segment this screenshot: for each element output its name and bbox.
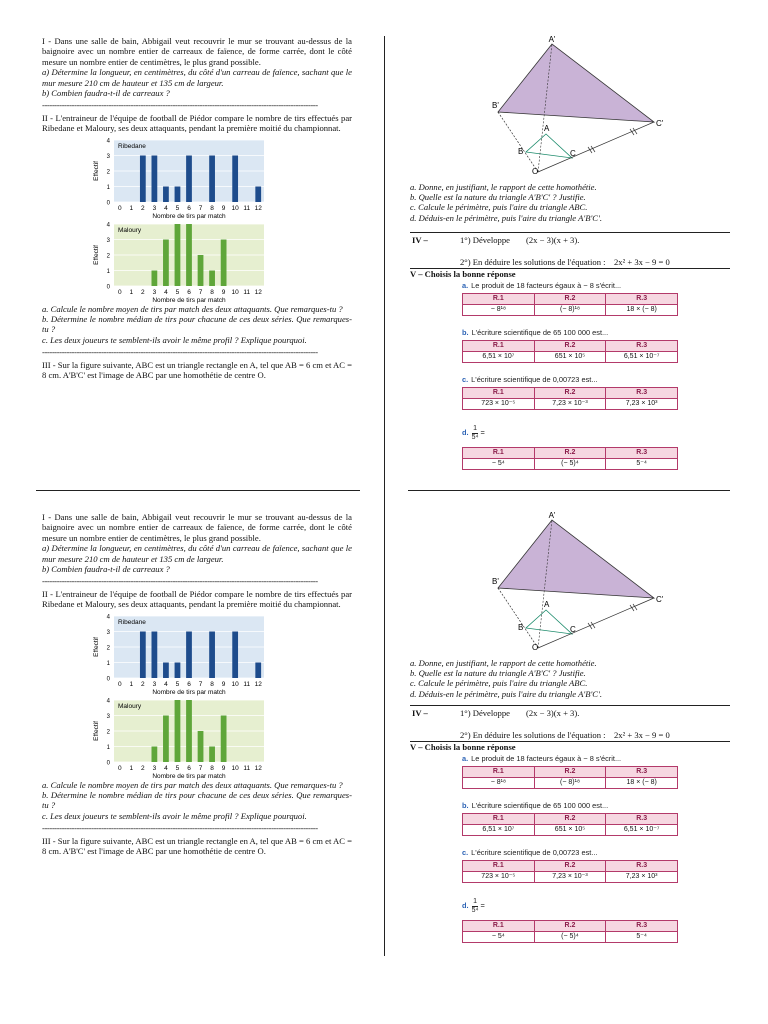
label-c1: C'	[656, 119, 664, 128]
fraction-numerator: 1	[473, 898, 477, 905]
y-tick-label: 3	[106, 713, 110, 720]
bar-6	[186, 700, 192, 762]
x-tick-label: 10	[231, 288, 239, 296]
worksheet-copy-bottom	[0, 476, 768, 946]
label-a1: A'	[548, 35, 556, 44]
mcq-letter: a.	[462, 754, 469, 763]
y-tick-label: 1	[106, 184, 110, 191]
ex2-question-a: a. Calcule le nombre moyen de tirs par match des deux attaquants. Que remarques-tu ?	[42, 303, 343, 314]
chart-title: Maloury	[118, 226, 142, 234]
y-tick-label: 0	[106, 284, 110, 291]
dashed-separator: ----------------------------------------------------------------------------------------------------------------	[42, 823, 318, 834]
header-cell: R.2	[534, 814, 606, 825]
answer-cell: 7,23 × 10³	[606, 872, 678, 883]
mcq-letter: d.	[462, 901, 469, 911]
mcq-a-question	[462, 754, 621, 764]
x-tick-label: 2	[141, 680, 145, 688]
header-cell: R.2	[534, 861, 606, 872]
bar-5	[175, 224, 181, 286]
answer-cell: 18 × (− 8)	[606, 778, 678, 789]
bar-2	[140, 631, 146, 678]
x-tick-label: 7	[198, 204, 203, 212]
ex4-q2: 2°) En déduire les solutions de l'équation :	[460, 257, 606, 267]
ex3-text: III - Sur la figure suivante, ABC est un triangle rectangle en A, tel que AB = 6 cm et AC = 8 cm. A'B'C' est l'image de ABC par une homothétie de centre O.	[42, 359, 352, 381]
answer-cell: 651 × 10⁵	[534, 352, 606, 363]
x-tick-label: 1	[129, 288, 134, 296]
x-tick-label: 0	[117, 288, 122, 296]
fraction-denominator: 5⁴	[471, 907, 479, 914]
line-ob	[498, 112, 538, 172]
label-b: B	[518, 623, 524, 632]
x-tick-label: 0	[117, 680, 122, 688]
x-tick-label: 2	[141, 204, 145, 212]
x-tick-label: 11	[243, 764, 251, 772]
question-b: b. Quelle est la nature du triangle A'B'C' ? Justifie.	[410, 192, 586, 203]
dashed-separator: ----------------------------------------------------------------------------------------------------------------	[42, 100, 318, 111]
bar-5	[175, 662, 181, 678]
mcq-text: $\frac{1}{\text{5⁴}}$ =	[471, 898, 485, 914]
mcq-a-question	[462, 281, 621, 291]
x-tick-label: 12	[254, 680, 262, 688]
mcq-b-table	[462, 813, 678, 836]
x-tick-label: 8	[210, 204, 214, 212]
y-tick-label: 3	[106, 629, 110, 636]
ex4-q1: 1°) Développe	[460, 708, 510, 718]
ribedane-chart	[92, 136, 272, 220]
bar-3	[152, 631, 158, 678]
x-tick-label: 5	[175, 680, 180, 688]
homothety-figure	[410, 34, 730, 182]
right-column	[410, 34, 730, 223]
x-tick-label: 3	[152, 764, 157, 772]
right-column	[410, 510, 730, 699]
x-tick-label: 10	[231, 204, 239, 212]
bar-12	[255, 662, 261, 678]
bar-4	[163, 239, 169, 286]
mcq-text: $\frac{1}{\text{5⁴}}$ =	[471, 425, 485, 441]
question-c: c. Calcule le périmètre, puis l'aire du triangle ABC.	[410, 202, 588, 213]
header-cell: R.2	[534, 341, 606, 352]
bar-6	[186, 155, 192, 202]
separator-line	[410, 705, 730, 706]
answer-cell: 5⁻⁴	[606, 932, 678, 943]
mcq-letter: c.	[462, 375, 469, 384]
x-tick-label: 8	[210, 288, 214, 296]
ex1-question-b: b) Combien faudra-t-il de carreaux ?	[42, 564, 170, 575]
bar-3	[152, 746, 158, 762]
ex1-question-a: a) Détermine la longueur, en centimètres, du côté d'un carreau de faïence, sachant que le mur mesure 210 cm de hauteur et 135 cm de largeur.	[42, 67, 352, 88]
bar-3	[152, 155, 158, 202]
x-axis-label: Nombre de tirs par match	[152, 212, 226, 220]
x-tick-label: 8	[210, 764, 214, 772]
mcq-b-table	[462, 340, 678, 363]
header-cell: R.3	[606, 388, 678, 399]
ex4-q2: 2°) En déduire les solutions de l'équation :	[460, 730, 606, 740]
x-tick-label: 3	[152, 680, 157, 688]
ex2-question-a: a. Calcule le nombre moyen de tirs par match des deux attaquants. Que remarques-tu ?	[42, 779, 343, 790]
x-axis-label: Nombre de tirs par match	[152, 296, 226, 304]
header-cell: R.2	[534, 294, 606, 305]
label-c: C	[570, 149, 576, 158]
ex4-expr2: 2x² + 3x − 9 = 0	[614, 257, 670, 267]
x-tick-label: 9	[221, 204, 226, 212]
bar-4	[163, 186, 169, 202]
y-tick-label: 2	[106, 169, 110, 176]
header-cell: R.2	[534, 921, 606, 932]
bar-4	[163, 662, 169, 678]
mcq-text: L'écriture scientifique de 65 100 000 est...	[471, 328, 609, 337]
y-tick-label: 1	[106, 744, 110, 751]
x-tick-label: 8	[210, 680, 214, 688]
fraction-numerator: 1	[473, 425, 477, 432]
answer-cell: (− 5)⁴	[534, 932, 606, 943]
answer-cell: 6,51 × 10⁻⁷	[606, 825, 678, 836]
bar-2	[140, 155, 146, 202]
y-axis-label: Effectif	[93, 244, 100, 265]
dashed-separator: ----------------------------------------------------------------------------------------------------------------	[42, 347, 318, 358]
bar-10	[232, 631, 238, 678]
x-tick-label: 12	[254, 764, 262, 772]
answer-cell: − 8¹⁸	[463, 305, 535, 316]
ex1-question-a: a) Détermine la longueur, en centimètres, du côté d'un carreau de faïence, sachant que le mur mesure 210 cm de hauteur et 135 cm de largeur.	[42, 543, 352, 564]
y-axis-label: Effectif	[93, 720, 100, 741]
answer-cell: 723 × 10⁻⁵	[463, 399, 535, 410]
mcq-text: L'écriture scientifique de 65 100 000 est...	[471, 801, 609, 810]
mcq-letter: b.	[462, 801, 469, 810]
answer-cell: (− 5)⁴	[534, 459, 606, 470]
y-tick-label: 4	[106, 138, 110, 145]
triangle-abc	[526, 610, 572, 634]
mcq-b-question	[462, 328, 608, 338]
triangle-abc	[526, 134, 572, 158]
y-axis-label: Effectif	[93, 160, 100, 181]
x-tick-label: 3	[152, 204, 157, 212]
x-tick-label: 4	[164, 288, 168, 296]
triangle-a1b1c1	[498, 44, 654, 122]
bar-12	[255, 186, 261, 202]
ex4-number: IV –	[412, 235, 428, 245]
chart-title: Ribedane	[118, 618, 146, 626]
answer-cell: 7,23 × 10³	[606, 399, 678, 410]
x-tick-label: 7	[198, 680, 203, 688]
ex4-block	[410, 235, 730, 269]
fraction	[472, 898, 479, 915]
ex2-question-c: c. Les deux joueurs te semblent-ils avoir le même profil ? Explique pourquoi.	[42, 334, 307, 345]
bar-3	[152, 270, 158, 286]
mcq-d-table	[462, 920, 678, 943]
ex4-q1: 1°) Développe	[460, 235, 510, 245]
answer-cell: 7,23 × 10⁻³	[534, 399, 606, 410]
x-tick-label: 6	[187, 680, 191, 688]
chart-title: Maloury	[118, 702, 142, 710]
x-tick-label: 0	[117, 204, 122, 212]
x-tick-label: 5	[175, 764, 180, 772]
header-cell: R.3	[606, 448, 678, 459]
bar-5	[175, 186, 181, 202]
x-tick-label: 4	[164, 764, 168, 772]
ex2-text: II - L'entraineur de l'équipe de football de Piédor compare le nombre de tirs effectués par Ribedane et Maloury, ses deux attaquants, pendant la première moitié du championnat.	[42, 588, 352, 610]
triangle-a1b1c1	[498, 520, 654, 598]
label-a1: A'	[548, 511, 556, 520]
y-tick-label: 4	[106, 614, 110, 621]
mcq-c-table	[462, 387, 678, 410]
label-o: O	[532, 167, 539, 176]
y-tick-label: 2	[106, 645, 110, 652]
y-tick-label: 3	[106, 153, 110, 160]
label-o: O	[532, 643, 539, 652]
answer-cell: − 8¹⁸	[463, 778, 535, 789]
left-column	[42, 512, 352, 857]
x-tick-label: 9	[221, 764, 226, 772]
homothety-figure	[410, 510, 730, 658]
question-a: a. Donne, en justifiant, le rapport de cette homothétie.	[410, 658, 597, 668]
mcq-d-table	[462, 447, 678, 470]
x-tick-label: 5	[175, 204, 180, 212]
y-tick-label: 0	[106, 760, 110, 767]
header-cell: R.3	[606, 767, 678, 778]
mcq-a-table	[462, 766, 678, 789]
x-tick-label: 10	[231, 680, 239, 688]
ex1-text: I - Dans une salle de bain, Abbigail veut recouvrir le mur se trouvant au-dessus de la baignoire avec un nombre entier de carreaux de faïence, de forme carrée, dont le côté mesure un nombre entier de centimètres, le plus grand possible.	[42, 36, 352, 67]
y-tick-label: 4	[106, 698, 110, 705]
answer-cell: 6,51 × 10⁻⁷	[606, 352, 678, 363]
x-axis-label: Nombre de tirs par match	[152, 688, 226, 696]
x-tick-label: 2	[141, 288, 145, 296]
line-ob	[498, 588, 538, 648]
x-tick-label: 2	[141, 764, 145, 772]
header-cell: R.2	[534, 767, 606, 778]
ex5-title: V – Choisis la bonne réponse	[410, 742, 516, 752]
header-cell: R.1	[463, 388, 535, 399]
x-tick-label: 1	[129, 680, 134, 688]
answer-cell: (− 8)¹⁸	[534, 778, 606, 789]
header-cell: R.3	[606, 341, 678, 352]
header-cell: R.1	[463, 861, 535, 872]
ribedane-chart	[92, 612, 272, 696]
bar-8	[209, 746, 215, 762]
chart-title: Ribedane	[118, 142, 146, 150]
ex4-expr1: (2x − 3)(x + 3).	[526, 235, 580, 245]
label-a: A	[544, 600, 550, 609]
x-axis-label: Nombre de tirs par match	[152, 772, 226, 780]
answer-cell: 651 × 10⁵	[534, 825, 606, 836]
x-tick-label: 7	[198, 764, 203, 772]
y-tick-label: 1	[106, 268, 110, 275]
x-tick-label: 4	[164, 204, 168, 212]
label-c1: C'	[656, 595, 664, 604]
ex4-block	[410, 708, 730, 742]
y-tick-label: 1	[106, 660, 110, 667]
x-tick-label: 6	[187, 204, 191, 212]
mcq-b-question	[462, 801, 608, 811]
header-cell: R.1	[463, 341, 535, 352]
mcq-a-table	[462, 293, 678, 316]
bar-7	[198, 731, 204, 762]
ex1-text: I - Dans une salle de bain, Abbigail veut recouvrir le mur se trouvant au-dessus de la baignoire avec un nombre entier de carreaux de faïence, de forme carrée, dont le côté mesure un nombre entier de centimètres, le plus grand possible.	[42, 512, 352, 543]
x-tick-label: 4	[164, 680, 168, 688]
bar-9	[221, 715, 227, 762]
bar-6	[186, 224, 192, 286]
ex2-text: II - L'entraineur de l'équipe de football de Piédor compare le nombre de tirs effectués par Ribedane et Maloury, ses deux attaquants, pendant la première moitié du championnat.	[42, 112, 352, 134]
x-tick-label: 11	[243, 204, 251, 212]
maloury-chart	[92, 220, 272, 304]
mcq-text: Le produit de 18 facteurs égaux à − 8 s'écrit...	[471, 281, 622, 290]
mcq-letter: a.	[462, 281, 469, 290]
question-b: b. Quelle est la nature du triangle A'B'C' ? Justifie.	[410, 668, 586, 679]
y-tick-label: 2	[106, 253, 110, 260]
y-tick-label: 3	[106, 237, 110, 244]
x-tick-label: 12	[254, 288, 262, 296]
answer-cell: 6,51 × 10⁷	[463, 825, 535, 836]
header-cell: R.1	[463, 767, 535, 778]
y-axis-label: Effectif	[93, 636, 100, 657]
ex1-question-b: b) Combien faudra-t-il de carreaux ?	[42, 88, 170, 99]
separator-line	[410, 232, 730, 233]
answer-cell: 6,51 × 10⁷	[463, 352, 535, 363]
y-tick-label: 2	[106, 729, 110, 736]
answer-cell: 7,23 × 10⁻³	[534, 872, 606, 883]
mcq-letter: d.	[462, 428, 469, 438]
mcq-text: L'écriture scientifique de 0,00723 est...	[471, 375, 598, 384]
label-b: B	[518, 147, 524, 156]
bar-9	[221, 239, 227, 286]
mcq-letter: b.	[462, 328, 469, 337]
x-tick-label: 6	[187, 764, 191, 772]
question-c: c. Calcule le périmètre, puis l'aire du triangle ABC.	[410, 678, 588, 689]
header-cell: R.1	[463, 448, 535, 459]
mcq-letter: c.	[462, 848, 469, 857]
left-column	[42, 36, 352, 381]
ex4-expr2: 2x² + 3x − 9 = 0	[614, 730, 670, 740]
question-a: a. Donne, en justifiant, le rapport de cette homothétie.	[410, 182, 597, 192]
x-tick-label: 11	[243, 680, 251, 688]
x-tick-label: 9	[221, 680, 226, 688]
bar-8	[209, 631, 215, 678]
y-tick-label: 4	[106, 222, 110, 229]
mcq-d-question	[462, 898, 485, 915]
mcq-d-question	[462, 425, 485, 442]
y-tick-label: 0	[106, 676, 110, 683]
ex2-question-c: c. Les deux joueurs te semblent-ils avoir le même profil ? Explique pourquoi.	[42, 810, 307, 821]
ex2-question-b: b. Détermine le nombre médian de tirs pour chacune de ces deux séries. Que remarques-tu ?	[42, 790, 352, 811]
label-c: C	[570, 625, 576, 634]
answer-cell: (− 8)¹⁸	[534, 305, 606, 316]
x-tick-label: 10	[231, 764, 239, 772]
mcq-c-question	[462, 375, 597, 385]
bar-6	[186, 631, 192, 678]
header-cell: R.2	[534, 388, 606, 399]
ex4-number: IV –	[412, 708, 428, 718]
bar-10	[232, 155, 238, 202]
mcq-text: Le produit de 18 facteurs égaux à − 8 s'écrit...	[471, 754, 622, 763]
ex5-block	[410, 269, 730, 469]
fraction-denominator: 5⁴	[471, 434, 479, 441]
x-tick-label: 3	[152, 288, 157, 296]
x-tick-label: 12	[254, 204, 262, 212]
x-tick-label: 0	[117, 764, 122, 772]
ex4-expr1: (2x − 3)(x + 3).	[526, 708, 580, 718]
answer-cell: − 5⁴	[463, 932, 535, 943]
header-cell: R.1	[463, 294, 535, 305]
bar-7	[198, 255, 204, 286]
tick-marks	[588, 604, 637, 629]
ex5-block	[410, 742, 730, 942]
header-cell: R.1	[463, 814, 535, 825]
bar-4	[163, 715, 169, 762]
ex2-question-b: b. Détermine le nombre médian de tirs pour chacune de ces deux séries. Que remarques-tu ?	[42, 314, 352, 335]
mcq-c-table	[462, 860, 678, 883]
header-cell: R.2	[534, 448, 606, 459]
tick-marks	[588, 128, 637, 153]
dashed-separator: ----------------------------------------------------------------------------------------------------------------	[42, 576, 318, 587]
header-cell: R.3	[606, 814, 678, 825]
header-cell: R.1	[463, 921, 535, 932]
maloury-chart	[92, 696, 272, 780]
ex5-title: V – Choisis la bonne réponse	[410, 269, 516, 279]
ex3-text: III - Sur la figure suivante, ABC est un triangle rectangle en A, tel que AB = 6 cm et AC = 8 cm. A'B'C' est l'image de ABC par une homothétie de centre O.	[42, 835, 352, 857]
worksheet-copy-top	[0, 0, 768, 470]
answer-cell: 5⁻⁴	[606, 459, 678, 470]
answer-cell: 723 × 10⁻⁵	[463, 872, 535, 883]
header-cell: R.3	[606, 294, 678, 305]
answer-cell: − 5⁴	[463, 459, 535, 470]
fraction	[472, 425, 479, 442]
x-tick-label: 6	[187, 288, 191, 296]
x-tick-label: 9	[221, 288, 226, 296]
x-tick-label: 5	[175, 288, 180, 296]
x-tick-label: 7	[198, 288, 203, 296]
header-cell: R.3	[606, 861, 678, 872]
mcq-text: L'écriture scientifique de 0,00723 est...	[471, 848, 598, 857]
bar-5	[175, 700, 181, 762]
bar-8	[209, 155, 215, 202]
x-tick-label: 1	[129, 204, 134, 212]
y-tick-label: 0	[106, 200, 110, 207]
label-b1: B'	[492, 101, 499, 110]
question-d: d. Déduis-en le périmètre, puis l'aire du triangle A'B'C'.	[410, 212, 603, 223]
header-cell: R.3	[606, 921, 678, 932]
x-tick-label: 11	[243, 288, 251, 296]
bar-8	[209, 270, 215, 286]
question-d: d. Déduis-en le périmètre, puis l'aire du triangle A'B'C'.	[410, 688, 603, 699]
mcq-c-question	[462, 848, 597, 858]
label-a: A	[544, 124, 550, 133]
label-b1: B'	[492, 577, 499, 586]
x-tick-label: 1	[129, 764, 134, 772]
answer-cell: 18 × (− 8)	[606, 305, 678, 316]
